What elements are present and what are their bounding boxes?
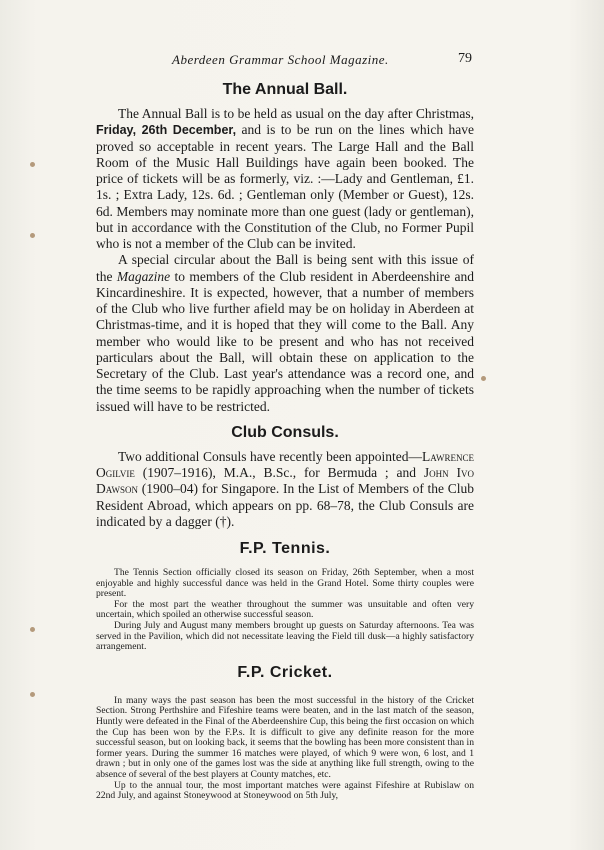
consuls-text: (1907–1916), M.A., B.Sc., for Bermuda ; and xyxy=(134,465,424,480)
tennis-paragraph-2: For the most part the weather throughout the summer was unsuitable and often very uncertain, which spoiled an otherwise successful season. xyxy=(96,598,474,621)
ball-text: The Annual Ball is to be held as usual on the day after Christmas, xyxy=(118,106,474,121)
consuls-text: (1900–04) for Singapore. In the List of Members of the Club Resident Abroad, which appears on pp. 68–78, the Club Consuls are indicated by a dagger (†). xyxy=(96,481,474,529)
ball-text: to members of the Club resident in Aberdeenshire and Kincardineshire. It is expected, however, that a number of members of the Club who live further afield may be on holiday in Aberdeen at Christmas-time, and it is hoped that they will come to the Ball. Any member who would like to be present and who has not received particulars about the Ball, will obtain these on application to the Secretary of the Club. Last year's attendance was a record one, and the time seems to be rapidly approaching when the number of tickets issued will have to be restricted. xyxy=(96,268,474,414)
cricket-paragraph-1: In many ways the past season has been the most successful in the history of the Cricket Section. Strong Perthshire and Fifeshire teams were beaten, and in the last match of the season, Huntly were defeated in the Final of the Aberdeenshire Cup, this being the first occasion on which the Cup has been won by the F.P.s. It is difficult to give any definite reason for the more successful season, but on looking back, it seems that the bowling has been more consistent than in former years. During the summer 16 matches were played, of which 9 were won, 6 lost, and 1 drawn ; but in only one of the games lost was the side at anything like full strength, owing to the absence of several of the best players at County matches, etc. xyxy=(96,694,474,780)
ball-paragraph-2 xyxy=(96,252,474,415)
paper-spot xyxy=(30,627,35,632)
paper-spot xyxy=(30,692,35,697)
ball-paragraph-1 xyxy=(96,106,474,252)
article-body xyxy=(96,80,474,802)
consul-name: John Ivo Dawson xyxy=(96,465,474,497)
magazine-title: Magazine xyxy=(116,268,171,284)
page-number: 79 xyxy=(458,51,472,66)
section-title-fp-cricket: F.P. Cricket. xyxy=(237,663,333,681)
section-title-annual-ball: The Annual Ball. xyxy=(222,81,348,98)
cricket-paragraph-2: Up to the annual tour, the most important matches were against Fifeshire at Rubislaw on 22nd July, and against Stoneywood at Stoneywood on 5th July, xyxy=(96,779,474,802)
ball-text: A special circular about the Ball is being sent with this issue of the xyxy=(96,252,474,284)
tennis-paragraph-3: During July and August many members brought up guests on Saturday afternoons. Tea was served in the Pavilion, which did not necessitate leaving the Field till dusk—a highly satisfactory arrangement. xyxy=(96,619,474,653)
paper-spot xyxy=(30,162,35,167)
consul-name: Lawrence Ogilvie xyxy=(96,448,474,480)
ball-date: Friday, 26th December, xyxy=(96,123,237,138)
consuls-text: Two additional Consuls have recently been appointed— xyxy=(118,448,422,464)
running-head: Aberdeen Grammar School Magazine. xyxy=(172,52,389,67)
ball-text: and is to be run on the lines which have proved so acceptable in recent years. The Large Hall and the Ball Room of the Music Hall Buildings have again been booked. The price of tickets will be as formerly, viz. :—Lady and Gentleman, £1. 1s. ; Extra Lady, 12s. 6d. ; Gentleman only (Member or Guest), 12s. 6d. Members may nominate more than one guest (lady or gentleman), but in accordance with the Constitution of the Club, no Former Pupil who is not a member of the Club can be invited. xyxy=(96,122,475,251)
section-title-fp-tennis: F.P. Tennis. xyxy=(239,540,331,557)
consuls-paragraph xyxy=(96,449,474,530)
tennis-paragraph-1: The Tennis Section officially closed its season on Friday, 26th September, when a most enjoyable and highly successful dance was held in the Grand Hotel. Some thirty couples were present. xyxy=(96,567,474,600)
section-title-club-consuls: Club Consuls. xyxy=(231,423,339,441)
paper-spot xyxy=(30,233,35,238)
paper-spot xyxy=(481,376,486,381)
